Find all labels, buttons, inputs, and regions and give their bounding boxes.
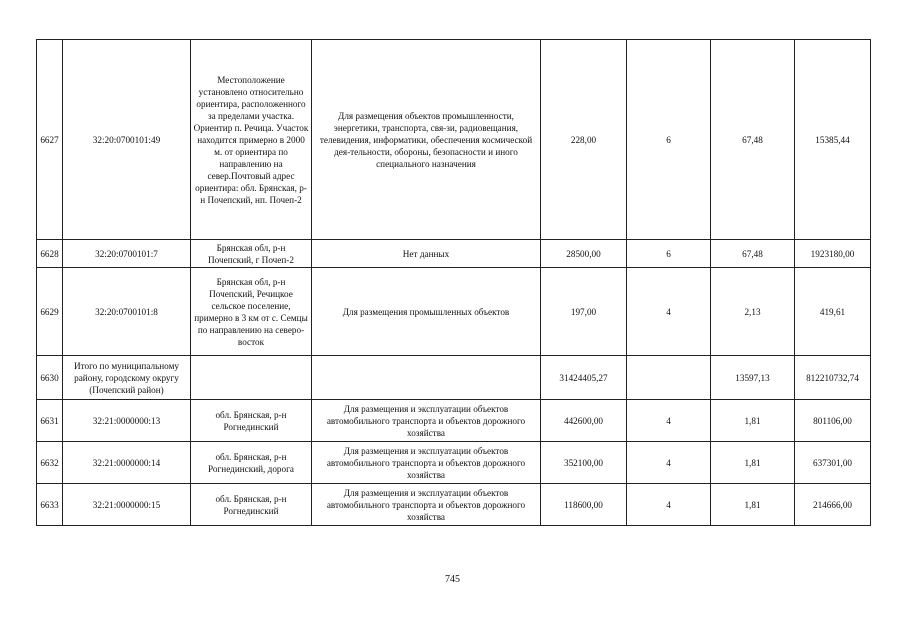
row-number: 6629	[37, 268, 63, 356]
permitted-use-cell: Нет данных	[312, 240, 541, 268]
rate-cell: 67,48	[711, 240, 795, 268]
table-row	[37, 40, 871, 240]
table-row	[37, 240, 871, 268]
value-cell: 419,61	[795, 268, 871, 356]
cadastral-number: 32:20:0700101:7	[63, 240, 191, 268]
cadastral-number: 32:20:0700101:49	[63, 40, 191, 240]
row-number: 6627	[37, 40, 63, 240]
area-cell: 118600,00	[541, 484, 627, 526]
rate-cell: 1,81	[711, 400, 795, 442]
value-cell: 812210732,74	[795, 356, 871, 400]
table-row	[37, 442, 871, 484]
cadastral-number: 32:21:0000000:14	[63, 442, 191, 484]
location-cell: Брянская обл, р-н Почепский, г Почеп-2	[191, 240, 312, 268]
cadastral-number: 32:20:0700101:8	[63, 268, 191, 356]
row-number: 6632	[37, 442, 63, 484]
permitted-use-cell: Для размещения и эксплуатации объектов автомобильного транспорта и объектов дорожного хозяйства	[312, 484, 541, 526]
group-cell: 4	[627, 268, 711, 356]
table-row	[37, 268, 871, 356]
page-number: 745	[445, 574, 460, 585]
table-row	[37, 400, 871, 442]
location-cell: обл. Брянская, р-н Рогнединский, дорога	[191, 442, 312, 484]
area-cell: 352100,00	[541, 442, 627, 484]
district-total-label: Итого по муниципальному району, городскому округу (Почепский район)	[63, 356, 191, 400]
land-register-table	[36, 39, 871, 526]
group-cell	[627, 356, 711, 400]
area-cell: 31424405,27	[541, 356, 627, 400]
table-row	[37, 484, 871, 526]
permitted-use-cell: Для размещения промышленных объектов	[312, 268, 541, 356]
row-number: 6630	[37, 356, 63, 400]
permitted-use-cell: Для размещения и эксплуатации объектов автомобильного транспорта и объектов дорожного хозяйства	[312, 400, 541, 442]
location-cell: обл. Брянская, р-н Рогнединский	[191, 400, 312, 442]
rate-cell: 13597,13	[711, 356, 795, 400]
value-cell: 637301,00	[795, 442, 871, 484]
value-cell: 15385,44	[795, 40, 871, 240]
area-cell: 28500,00	[541, 240, 627, 268]
permitted-use-cell	[312, 356, 541, 400]
cadastral-number: 32:21:0000000:15	[63, 484, 191, 526]
rate-cell: 1,81	[711, 442, 795, 484]
group-cell: 6	[627, 40, 711, 240]
row-number: 6628	[37, 240, 63, 268]
rate-cell: 67,48	[711, 40, 795, 240]
permitted-use-cell: Для размещения и эксплуатации объектов автомобильного транспорта и объектов дорожного хозяйства	[312, 442, 541, 484]
value-cell: 214666,00	[795, 484, 871, 526]
rate-cell: 1,81	[711, 484, 795, 526]
row-number: 6631	[37, 400, 63, 442]
row-number: 6633	[37, 484, 63, 526]
group-cell: 4	[627, 400, 711, 442]
value-cell: 1923180,00	[795, 240, 871, 268]
rate-cell: 2,13	[711, 268, 795, 356]
group-cell: 6	[627, 240, 711, 268]
group-cell: 4	[627, 484, 711, 526]
location-cell: обл. Брянская, р-н Рогнединский	[191, 484, 312, 526]
value-cell: 801106,00	[795, 400, 871, 442]
area-cell: 442600,00	[541, 400, 627, 442]
table-row	[37, 356, 871, 400]
area-cell: 228,00	[541, 40, 627, 240]
permitted-use-cell: Для размещения объектов промышленности, энергетики, транспорта, свя-зи, радиовещания, телевидения, информатики, обеспечения космической дея-тельности, обороны, безопасности и иного специального назначения	[312, 40, 541, 240]
location-cell: Местоположение установлено относительно ориентира, расположенного за пределами участка. Ориентир п. Речица. Участок находится примерно в 2000 м. от ориентира по направлению на север.Почтовый адрес ориентира: обл. Брянская, р-н Почепский, нп. Почеп-2	[191, 40, 312, 240]
area-cell: 197,00	[541, 268, 627, 356]
cadastral-number: 32:21:0000000:13	[63, 400, 191, 442]
location-cell	[191, 356, 312, 400]
group-cell: 4	[627, 442, 711, 484]
location-cell: Брянская обл, р-н Почепский, Речицкое сельское поселение, примерно в 3 км от с. Семцы по направлению на северо-восток	[191, 268, 312, 356]
